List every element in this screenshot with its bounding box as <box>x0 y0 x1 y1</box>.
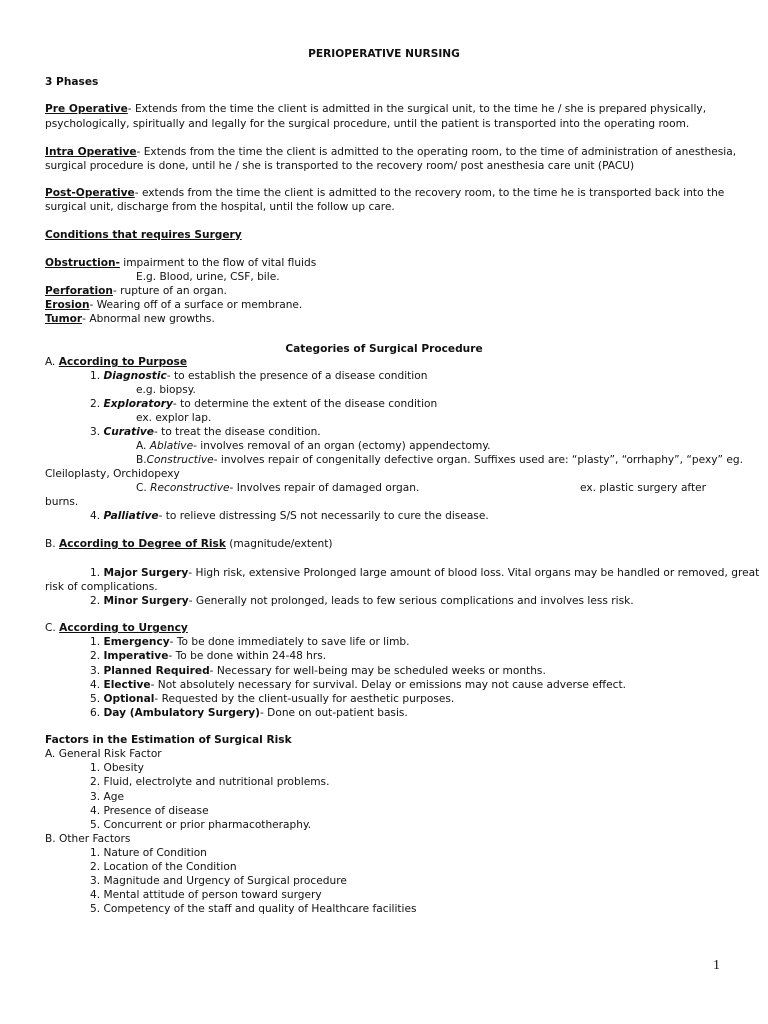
urgency-item-term: Planned Required <box>103 665 210 677</box>
exploratory-term: Exploratory <box>103 398 173 410</box>
risk-factors-heading: Factors in the Estimation of Surgical Risk <box>45 734 292 746</box>
exploratory-number: 2. <box>90 398 104 410</box>
other-factor-item: 2. Location of the Condition <box>90 861 237 873</box>
conditions-heading: Conditions that requires Surgery <box>45 229 242 241</box>
reconstructive-term: Reconstructive <box>150 482 230 494</box>
other-factors-heading: B. Other Factors <box>45 833 131 845</box>
reconstructive-prefix: C. <box>136 482 151 494</box>
urgency-item-desc: - To be done immediately to save life or limb. <box>169 636 410 648</box>
erosion-desc: - Wearing off of a surface or membrane. <box>89 299 303 311</box>
palliative-number: 4. <box>90 510 104 522</box>
pre-operative-term: Pre Operative <box>45 103 128 115</box>
purpose-prefix: A. <box>45 356 59 368</box>
erosion-line <box>45 298 302 312</box>
urgency-item-term: Day (Ambulatory Surgery) <box>103 707 260 719</box>
categories-heading: Categories of Surgical Procedure <box>285 343 483 355</box>
urgency-item-desc: - Necessary for well-being may be scheduled weeks or months. <box>209 665 546 677</box>
major-surgery-number: 1. <box>90 567 104 579</box>
urgency-item-number: 2. <box>90 650 104 662</box>
exploratory-desc: - to determine the extent of the disease condition <box>172 398 438 410</box>
post-operative-term: Post-Operative <box>45 187 135 199</box>
major-surgery-term: Major Surgery <box>103 567 189 579</box>
urgency-item-desc: - Requested by the client-usually for aesthetic purposes. <box>154 693 455 705</box>
urgency-item-term: Imperative <box>103 650 169 662</box>
urgency-item <box>90 692 454 706</box>
curative-number: 3. <box>90 426 104 438</box>
urgency-item-number: 4. <box>90 679 104 691</box>
diagnostic-number: 1. <box>90 370 104 382</box>
risk-heading-line <box>45 537 333 551</box>
post-operative-line-1 <box>45 186 724 200</box>
urgency-item-term: Emergency <box>103 636 170 648</box>
urgency-heading: According to Urgency <box>59 622 188 634</box>
urgency-item <box>90 635 409 649</box>
constructive-line <box>136 453 743 467</box>
risk-heading-suffix: (magnitude/extent) <box>225 538 333 550</box>
document-title: PERIOPERATIVE NURSING <box>308 48 460 60</box>
other-factor-item: 1. Nature of Condition <box>90 847 207 859</box>
diagnostic-term: Diagnostic <box>103 370 167 382</box>
intra-operative-line-2: surgical procedure is done, until he / she is transported to the recovery room/ post anesthesia care unit (PACU) <box>45 160 635 172</box>
obstruction-example: E.g. Blood, urine, CSF, bile. <box>136 271 280 283</box>
post-operative-desc: - extends from the time the client is admitted to the recovery room, to the time he is transported back into the <box>134 187 725 199</box>
other-factor-item: 3. Magnitude and Urgency of Surgical procedure <box>90 875 347 887</box>
pre-operative-line-2: psychologically, spiritually and legally for the surgical procedure, until the patient is transported into the operating room. <box>45 118 690 130</box>
urgency-item-desc: - Done on out-patient basis. <box>259 707 408 719</box>
ablative-term: Ablative <box>149 440 194 452</box>
exploratory-example: ex. explor lap. <box>136 412 212 424</box>
perforation-desc: - rupture of an organ. <box>112 285 227 297</box>
urgency-item <box>90 706 408 720</box>
general-risk-item: 5. Concurrent or prior pharmacotheraphy. <box>90 819 312 831</box>
urgency-heading-line <box>45 621 188 635</box>
curative-line <box>90 425 321 439</box>
constructive-desc: - involves repair of congenitally defective organ. Suffixes used are: “plasty”, “orrhaphy”, “pexy” eg. <box>213 454 743 466</box>
tumor-term: Tumor <box>45 313 83 325</box>
reconstructive-line <box>136 481 419 495</box>
urgency-item <box>90 664 546 678</box>
perforation-line <box>45 284 227 298</box>
reconstructive-continuation: burns. <box>45 496 79 508</box>
general-risk-item: 4. Presence of disease <box>90 805 209 817</box>
exploratory-line <box>90 397 437 411</box>
palliative-line <box>90 509 489 523</box>
urgency-item-desc: - Not absolutely necessary for survival. Delay or emissions may not cause adverse effect. <box>150 679 626 691</box>
phases-heading: 3 Phases <box>45 76 99 88</box>
tumor-line <box>45 312 215 326</box>
purpose-heading: According to Purpose <box>58 356 187 368</box>
perforation-term: Perforation <box>45 285 113 297</box>
intra-operative-line-1 <box>45 145 736 159</box>
major-surgery-continuation: risk of complications. <box>45 581 158 593</box>
other-factor-item: 5. Competency of the staff and quality of Healthcare facilities <box>90 903 417 915</box>
general-risk-item: 1. Obesity <box>90 762 144 774</box>
other-factor-item: 4. Mental attitude of person toward surgery <box>90 889 322 901</box>
general-risk-heading: A. General Risk Factor <box>45 748 162 760</box>
ablative-line <box>136 439 490 453</box>
intra-operative-desc: - Extends from the time the client is admitted to the operating room, to the time of administration of anesthesia, <box>136 146 737 158</box>
pre-operative-desc: - Extends from the time the client is admitted in the surgical unit, to the time he / she is prepared physically, <box>127 103 707 115</box>
palliative-desc: - to relieve distressing S/S not necessarily to cure the disease. <box>158 510 489 522</box>
ablative-prefix: A. <box>136 440 150 452</box>
urgency-item-number: 3. <box>90 665 104 677</box>
minor-surgery-line <box>90 594 634 608</box>
curative-term: Curative <box>103 426 154 438</box>
minor-surgery-desc: - Generally not prolonged, leads to few serious complications and involves less risk. <box>188 595 634 607</box>
general-risk-item: 2. Fluid, electrolyte and nutritional problems. <box>90 776 330 788</box>
risk-prefix: B. <box>45 538 60 550</box>
pre-operative-line-1 <box>45 102 706 116</box>
minor-surgery-term: Minor Surgery <box>103 595 189 607</box>
obstruction-desc: impairment to the flow of vital fluids <box>119 257 317 269</box>
palliative-term: Palliative <box>103 510 159 522</box>
obstruction-line <box>45 256 316 270</box>
obstruction-term: Obstruction- <box>45 257 120 269</box>
urgency-item <box>90 649 326 663</box>
tumor-desc: - Abnormal new growths. <box>82 313 215 325</box>
urgency-item <box>90 678 626 692</box>
major-surgery-desc: - High risk, extensive Prolonged large amount of blood loss. Vital organs may be handled or removed, great <box>188 567 760 579</box>
diagnostic-desc: - to establish the presence of a disease condition <box>166 370 428 382</box>
constructive-term: Constructive <box>146 454 214 466</box>
urgency-prefix: C. <box>45 622 60 634</box>
major-surgery-line <box>90 566 759 580</box>
urgency-item-number: 6. <box>90 707 104 719</box>
urgency-item-term: Elective <box>103 679 151 691</box>
urgency-item-desc: - To be done within 24-48 hrs. <box>168 650 327 662</box>
constructive-continuation: Cleiloplasty, Orchidopexy <box>45 468 180 480</box>
reconstructive-example: ex. plastic surgery after <box>580 482 707 494</box>
risk-heading: According to Degree of Risk <box>59 538 226 550</box>
reconstructive-desc: - Involves repair of damaged organ. <box>229 482 420 494</box>
page-number: 1 <box>713 958 720 973</box>
urgency-item-number: 5. <box>90 693 104 705</box>
erosion-term: Erosion <box>45 299 90 311</box>
urgency-item-term: Optional <box>103 693 155 705</box>
minor-surgery-number: 2. <box>90 595 104 607</box>
intra-operative-term: Intra Operative <box>45 146 137 158</box>
curative-desc: - to treat the disease condition. <box>153 426 321 438</box>
ablative-desc: - involves removal of an organ (ectomy) appendectomy. <box>193 440 491 452</box>
constructive-prefix: B. <box>136 454 147 466</box>
general-risk-item: 3. Age <box>90 791 124 803</box>
diagnostic-example: e.g. biopsy. <box>136 384 196 396</box>
post-operative-line-2: surgical unit, discharge from the hospital, until the follow up care. <box>45 201 395 213</box>
diagnostic-line <box>90 369 427 383</box>
purpose-heading-line <box>45 355 187 369</box>
urgency-item-number: 1. <box>90 636 104 648</box>
